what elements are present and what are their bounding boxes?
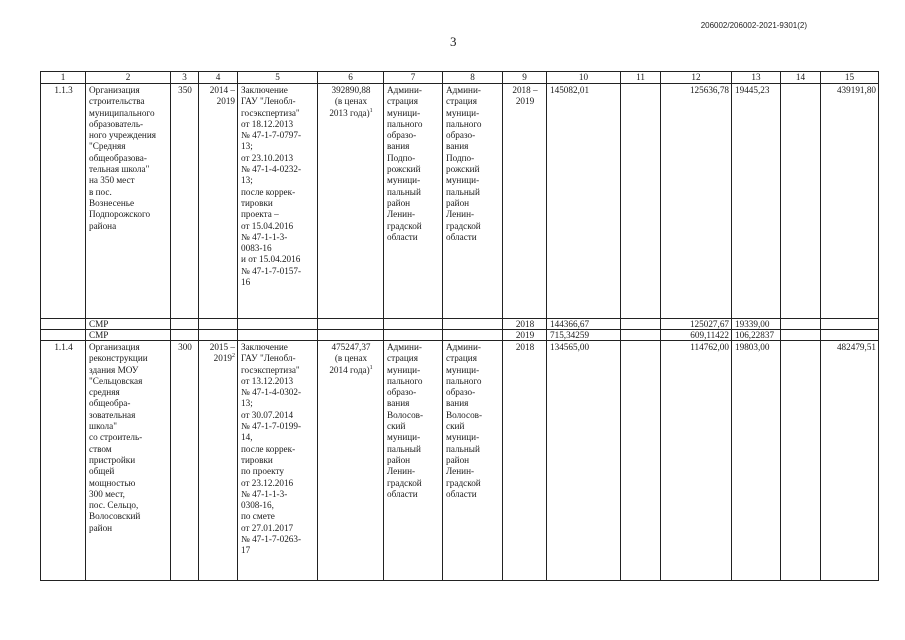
other-funding <box>781 341 821 581</box>
column-header: 3 <box>171 72 199 84</box>
empty-cell <box>238 319 318 330</box>
empty-cell <box>384 330 443 341</box>
smr-label: СМР <box>86 330 171 341</box>
year: 2018 – 2019 <box>503 84 547 319</box>
total-funding: 134565,00 <box>547 341 621 581</box>
remaining-cost: 439191,80 <box>821 84 879 319</box>
column-header: 10 <box>547 72 621 84</box>
developer: Админи- страция муници- пального образо- вания Подпо- рожский муници- пальный район Ленин- градской области <box>443 84 503 319</box>
column-header: 8 <box>443 72 503 84</box>
empty-cell <box>238 330 318 341</box>
column-header: 9 <box>503 72 547 84</box>
object-name: Организация реконструкции здания МОУ "Сельцовская средняя общеобра- зовательная школа" со строитель- ством пристройки общей мощностью 300 мест, пос. Сельцо, Волосовский район <box>86 341 171 581</box>
capacity: 350 <box>171 84 199 319</box>
total-funding: 144366,67 <box>547 319 621 330</box>
column-header: 11 <box>621 72 661 84</box>
table-row <box>41 319 879 330</box>
empty-cell <box>821 319 879 330</box>
customer: Админи- страция муници- пального образо- вания Волосов- ский муници- пальный район Ленин- градской области <box>384 341 443 581</box>
column-header: 7 <box>384 72 443 84</box>
document-id: 206002/206002-2021-9301(2) <box>700 21 807 30</box>
empty-cell <box>171 330 199 341</box>
expertise: Заключение ГАУ "Ленобл- госэкспертиза" от 18.12.2013 № 47-1-7-0797- 13; от 23.10.2013 № 47-1-4-0232- 13; после коррек- тировки проекта – от 15.04.2016 № 47-1-1-3- 0083-16 и от 15.04.2016 № 47-1-7-0157- 16 <box>238 84 318 319</box>
smr-label: СМР <box>86 319 171 330</box>
empty-cell <box>318 330 384 341</box>
remaining-cost: 482479,51 <box>821 341 879 581</box>
empty-cell <box>443 319 503 330</box>
program-table <box>40 71 879 581</box>
item-number: 1.1.3 <box>41 84 86 319</box>
column-header: 15 <box>821 72 879 84</box>
column-header: 4 <box>199 72 238 84</box>
column-header: 1 <box>41 72 86 84</box>
column-header: 6 <box>318 72 384 84</box>
empty-cell <box>621 319 661 330</box>
empty-cell <box>821 330 879 341</box>
empty-cell <box>199 319 238 330</box>
other-funding <box>781 84 821 319</box>
column-header: 14 <box>781 72 821 84</box>
year: 2018 <box>503 341 547 581</box>
column-header: 12 <box>661 72 732 84</box>
estimated-cost <box>318 341 384 581</box>
regional-funding: 125636,78 <box>661 84 732 319</box>
local-funding: 19445,23 <box>732 84 781 319</box>
period <box>199 341 238 581</box>
local-funding: 19803,00 <box>732 341 781 581</box>
empty-cell <box>443 330 503 341</box>
empty-cell <box>781 319 821 330</box>
column-number-row <box>41 72 879 84</box>
regional-funding: 609,11422 <box>661 330 732 341</box>
year: 2019 <box>503 330 547 341</box>
empty-cell <box>199 330 238 341</box>
local-funding: 19339,00 <box>732 319 781 330</box>
total-funding: 145082,01 <box>547 84 621 319</box>
cost-footnote: 1 <box>369 364 373 371</box>
page-number: 3 <box>450 34 457 49</box>
capacity: 300 <box>171 341 199 581</box>
cost-note: (в ценах 2014 года) <box>329 353 370 375</box>
cost-value: 475247,37 <box>331 342 371 352</box>
column-header: 5 <box>238 72 318 84</box>
cost-footnote: 1 <box>369 107 373 114</box>
period-text: 2014 – 2019 <box>209 85 235 107</box>
empty-cell <box>318 319 384 330</box>
period <box>199 84 238 319</box>
customer: Админи- страция муници- пального образо- вания Подпо- рожский муници- пальный район Ленин- градской области <box>384 84 443 319</box>
period-text: 2015 – 2019 <box>209 342 235 364</box>
estimated-cost <box>318 84 384 319</box>
empty-cell <box>171 319 199 330</box>
empty-cell <box>41 330 86 341</box>
column-header: 2 <box>86 72 171 84</box>
empty-cell <box>384 319 443 330</box>
empty-cell <box>621 330 661 341</box>
table-row <box>41 330 879 341</box>
developer: Админи- страция муници- пального образо- вания Волосов- ский муници- пальный район Ленин- градской области <box>443 341 503 581</box>
year: 2018 <box>503 319 547 330</box>
expertise: Заключение ГАУ "Ленобл- госэкспертиза" от 13.12.2013 № 47-1-4-0302- 13; от 30.07.2014 № 47-1-7-0199- 14, после коррек- тировки по проекту от 23.12.2016 № 47-1-1-3- 0308-16, по смете от 27.01.2017 № 47-1-7-0263- 17 <box>238 341 318 581</box>
federal-funding <box>621 84 661 319</box>
item-number: 1.1.4 <box>41 341 86 581</box>
local-funding: 106,22837 <box>732 330 781 341</box>
cost-value: 392890,88 <box>331 85 371 95</box>
column-header: 13 <box>732 72 781 84</box>
table-row <box>41 341 879 581</box>
cost-note: (в ценах 2013 года) <box>329 96 370 118</box>
regional-funding: 125027,67 <box>661 319 732 330</box>
table-row <box>41 84 879 319</box>
empty-cell <box>781 330 821 341</box>
total-funding: 715,34259 <box>547 330 621 341</box>
federal-funding <box>621 341 661 581</box>
period-footnote: 2 <box>232 353 235 360</box>
empty-cell <box>41 319 86 330</box>
object-name: Организация строительства муниципального образователь- ного учреждения "Средняя общеобразова- тельная школа" на 350 мест в пос. Вознесенье Подпорожского района <box>86 84 171 319</box>
regional-funding: 114762,00 <box>661 341 732 581</box>
